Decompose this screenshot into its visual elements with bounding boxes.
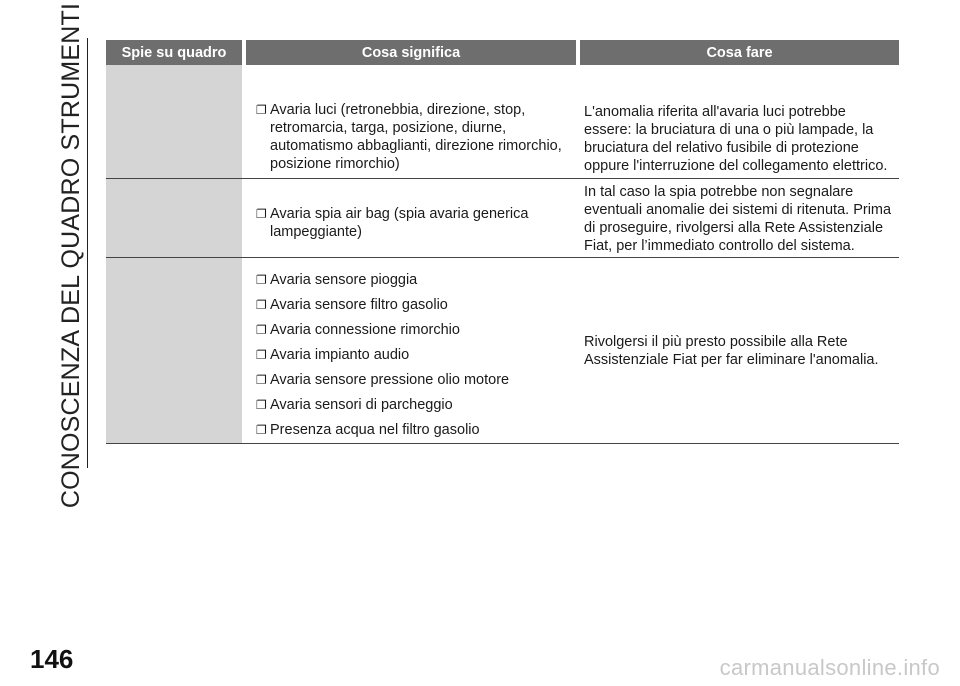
header-action: Cosa fare xyxy=(706,44,773,61)
checkbox-bullet-icon: ❐ xyxy=(256,323,267,337)
action-cell: L'anomalia riferita all'avaria luci potrebbe essere: la bruciatura di una o più lampade, la bruciatura del relativo fusibile di protezione oppure l'interruzione del collegamento elettrico. xyxy=(584,104,888,174)
meaning-cell xyxy=(242,179,580,257)
warning-lights-table xyxy=(106,40,899,444)
meaning-text: Avaria impianto audio xyxy=(270,347,410,363)
list-item xyxy=(256,205,580,241)
header-meaning: Cosa significa xyxy=(242,40,580,65)
list-item xyxy=(256,321,580,339)
checkbox-bullet-icon: ❐ xyxy=(256,423,267,437)
meaning-text: Avaria connessione rimorchio xyxy=(270,322,460,338)
watermark: carmanualsonline.info xyxy=(719,655,940,680)
list-item xyxy=(256,296,580,314)
meaning-text: Avaria sensori di parcheggio xyxy=(270,397,453,413)
list-item xyxy=(256,421,580,439)
section-title xyxy=(52,2,92,508)
action-cell: In tal caso la spia potrebbe non segnalare eventuali anomalie dei sistemi di ritenuta. Prima di proseguire, rivolgersi alla Rete Assistenziale Fiat, per l’immediato controllo del sistema. xyxy=(584,184,892,254)
list-item xyxy=(256,396,580,414)
warning-light-icon-cell xyxy=(106,65,242,178)
meaning-text: Presenza acqua nel filtro gasolio xyxy=(270,422,480,438)
table-row xyxy=(106,179,899,258)
checkbox-bullet-icon: ❐ xyxy=(256,298,267,312)
warning-light-icon-cell xyxy=(106,179,242,257)
meaning-text: Avaria sensore pressione olio motore xyxy=(270,372,510,388)
header-warning-lights: Spie su quadro xyxy=(121,44,227,61)
list-item xyxy=(256,371,580,389)
meaning-cell xyxy=(242,65,580,178)
warning-light-icon-cell xyxy=(106,258,242,443)
checkbox-bullet-icon: ❐ xyxy=(256,207,267,221)
meaning-cell xyxy=(242,258,580,443)
checkbox-bullet-icon: ❐ xyxy=(256,103,267,117)
list-item xyxy=(256,101,580,173)
section-divider xyxy=(87,38,88,468)
action-cell xyxy=(580,258,899,443)
meaning-text: Avaria sensore pioggia xyxy=(270,272,418,288)
checkbox-bullet-icon: ❐ xyxy=(256,273,267,287)
table-header xyxy=(106,40,899,65)
list-item xyxy=(256,271,580,289)
checkbox-bullet-icon: ❐ xyxy=(256,398,267,412)
list-item xyxy=(256,346,580,364)
table-row xyxy=(106,258,899,444)
table-row xyxy=(106,65,899,179)
meaning-text: Avaria spia air bag (spia avaria generica lampeggiante) xyxy=(270,206,529,240)
section-title-text: CONOSCENZA DEL QUADRO STRUMENTI xyxy=(57,2,86,508)
action-text: Rivolgersi il più presto possibile alla Rete Assistenziale Fiat per far eliminare l'anomalia. xyxy=(584,333,879,368)
checkbox-bullet-icon: ❐ xyxy=(256,373,267,387)
meaning-text: Avaria luci (retronebbia, direzione, stop, retromarcia, targa, posizione, diurne, automatismo abbaglianti, direzione rimorchio, posizione rimorchio) xyxy=(270,102,562,172)
checkbox-bullet-icon: ❐ xyxy=(256,348,267,362)
page-number: 146 xyxy=(30,644,74,674)
meaning-text: Avaria sensore filtro gasolio xyxy=(270,297,448,313)
